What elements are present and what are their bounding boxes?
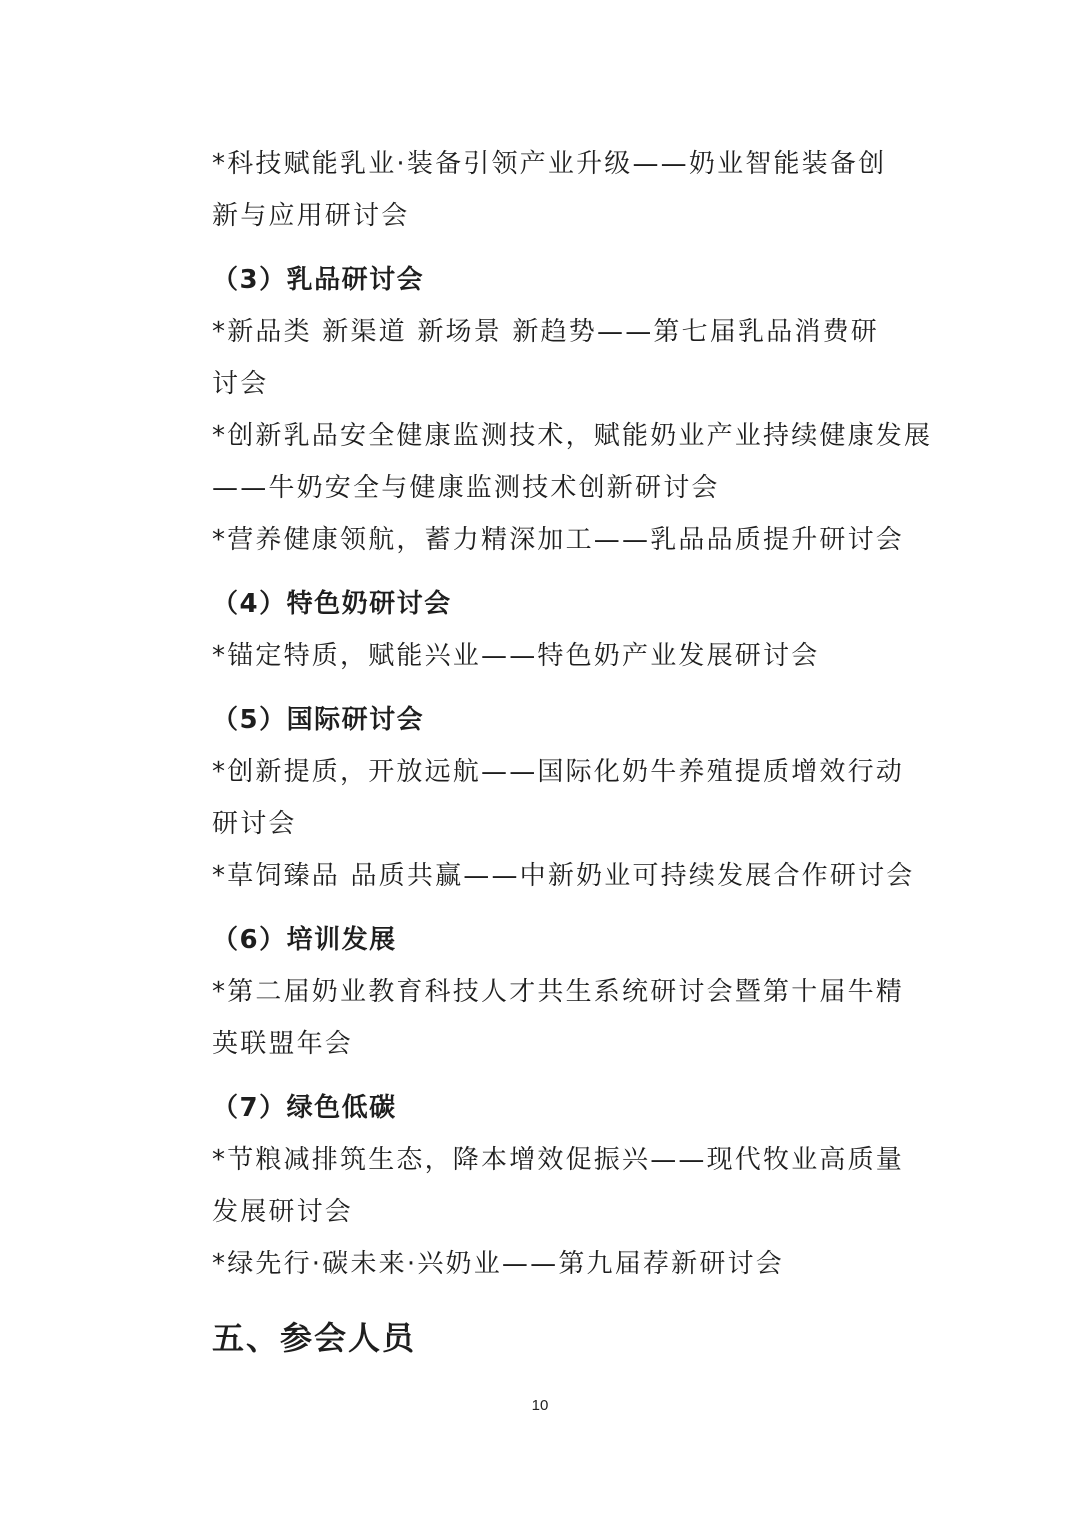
text-line: 新与应用研讨会	[212, 201, 410, 231]
text-line: *创新提质，开放远航——国际化奶牛养殖提质增效行动	[212, 757, 905, 787]
text-line: 讨会	[212, 369, 269, 399]
text-line: *节粮减排筑生态，降本增效促振兴——现代牧业高质量	[212, 1145, 905, 1175]
list-item	[212, 410, 932, 514]
section-heading-4: （4）特色奶研讨会	[212, 589, 452, 619]
text-line: *锚定特质，赋能兴业——特色奶产业发展研讨会	[212, 641, 820, 671]
list-item	[212, 630, 932, 682]
document-content	[212, 138, 932, 1368]
text-line: *科技赋能乳业·装备引领产业升级——奶业智能装备创	[212, 149, 887, 179]
text-line: *新品类 新渠道 新场景 新趋势——第七届乳品消费研	[212, 317, 879, 347]
list-item	[212, 850, 932, 902]
section-heading-3: （3）乳品研讨会	[212, 265, 425, 295]
chapter-heading: 五、参会人员	[212, 1319, 417, 1357]
list-item	[212, 1238, 932, 1290]
list-item	[212, 138, 932, 242]
list-item	[212, 306, 932, 410]
list-item	[212, 1134, 932, 1238]
text-line: 发展研讨会	[212, 1197, 354, 1227]
section-heading-7: （7）绿色低碳	[212, 1093, 397, 1123]
text-line: *创新乳品安全健康监测技术，赋能奶业产业持续健康发展	[212, 421, 933, 451]
text-line: 英联盟年会	[212, 1029, 354, 1059]
text-line: *营养健康领航，蓄力精深加工——乳品品质提升研讨会	[212, 525, 905, 555]
text-line: *草饲臻品 品质共赢——中新奶业可持续发展合作研讨会	[212, 861, 915, 891]
text-line: 研讨会	[212, 809, 297, 839]
page-number: 10	[531, 1397, 549, 1414]
text-line: *第二届奶业教育科技人才共生系统研讨会暨第十届牛精	[212, 977, 905, 1007]
section-heading-5: （5）国际研讨会	[212, 705, 425, 735]
text-line: ——牛奶安全与健康监测技术创新研讨会	[212, 473, 720, 503]
list-item	[212, 746, 932, 850]
list-item	[212, 514, 932, 566]
section-heading-6: （6）培训发展	[212, 925, 397, 955]
text-line: *绿先行·碳未来·兴奶业——第九届荐新研讨会	[212, 1249, 784, 1279]
list-item	[212, 966, 932, 1070]
